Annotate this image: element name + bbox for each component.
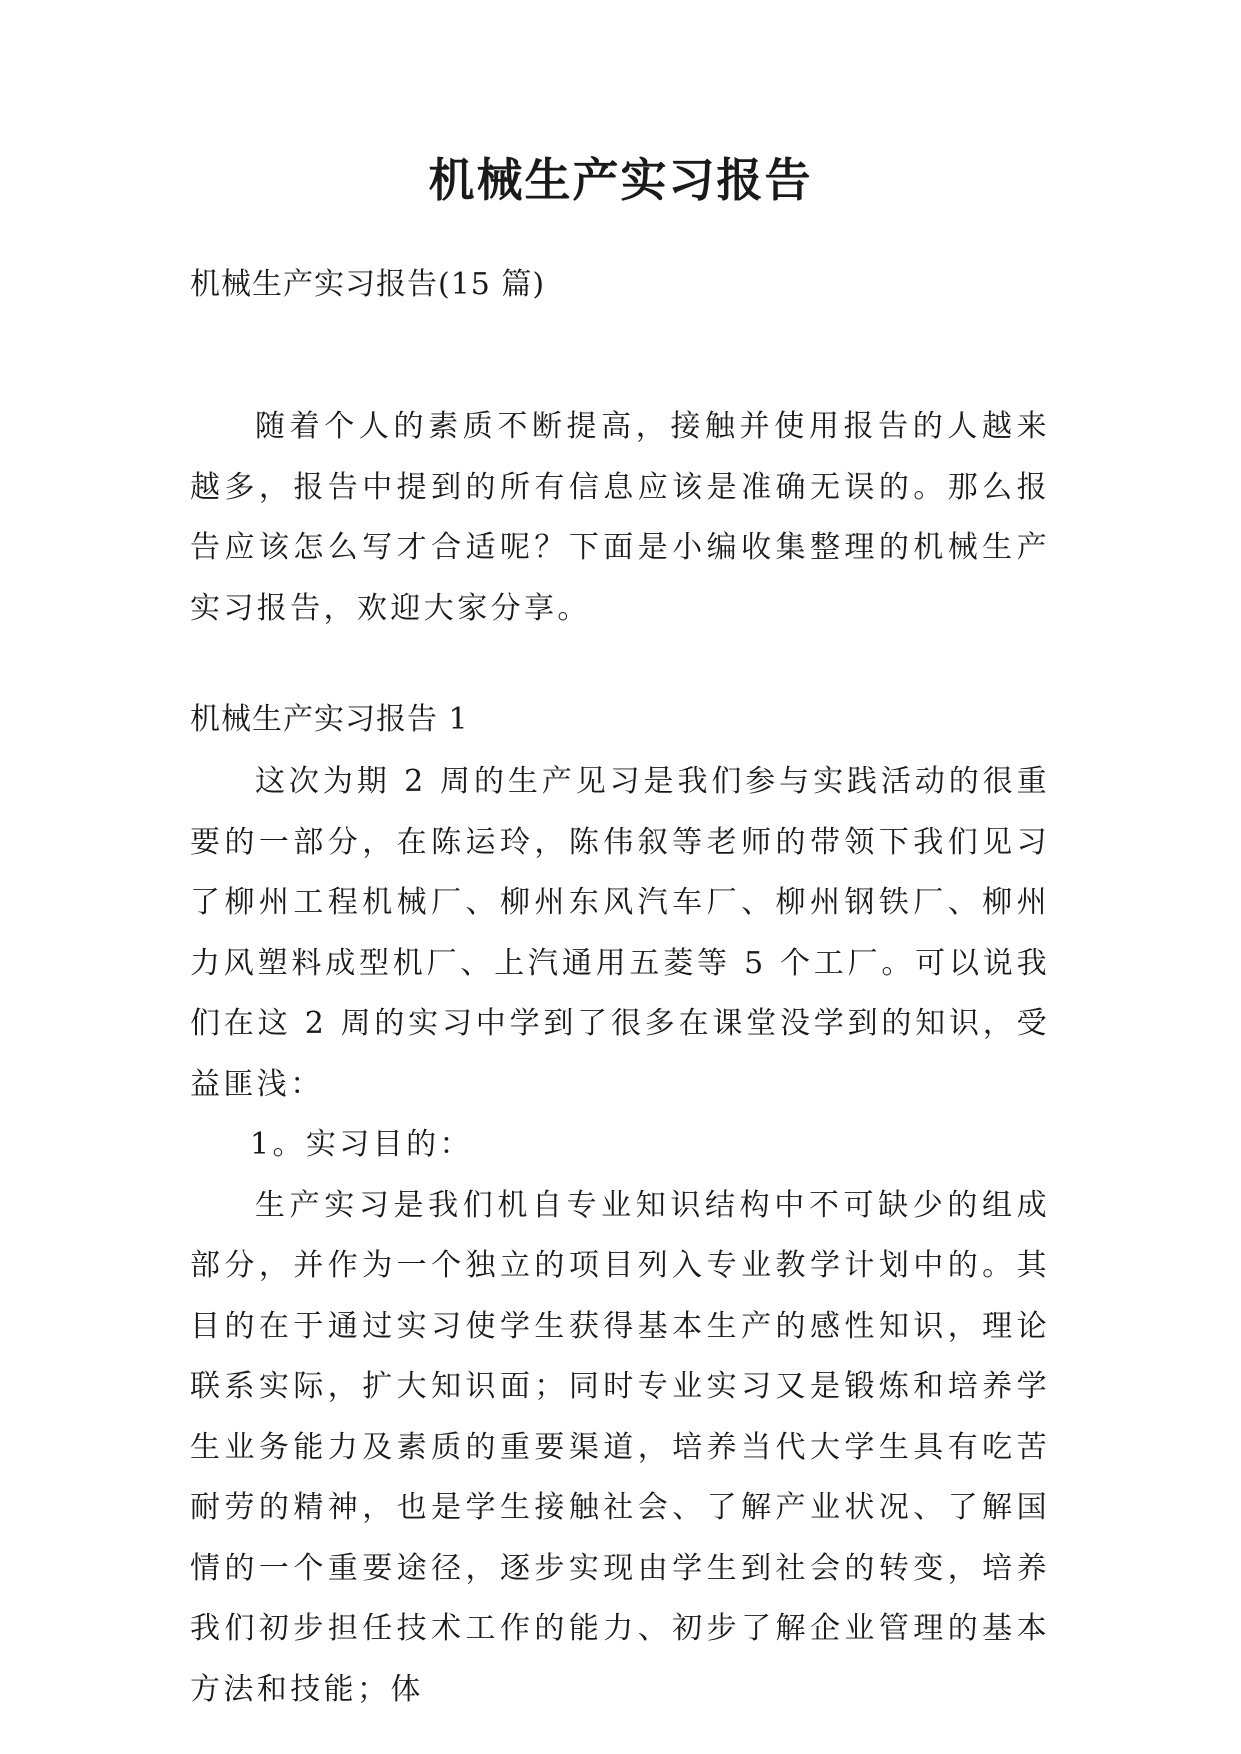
list-item-heading: 1。实习目的： (250, 1127, 473, 1162)
body-paragraph: 这次为期 2 周的生产见习是我们参与实践活动的很重要的一部分，在陈运玲，陈伟叙等老师的带领下我们见习了柳州工程机械厂、柳州东风汽车厂、柳州钢铁厂、柳州力风塑料成型机厂、上汽通用五菱等 5 个工厂。可以说我们在这 2 周的实习中学到了很多在课堂没学到的知识，受益匪浅： (190, 764, 1050, 1102)
document-subtitle: 机械生产实习报告(15 篇) (190, 267, 546, 302)
section-body (190, 752, 1050, 1720)
intro-paragraph: 随着个人的素质不断提高，接触并使用报告的人越来越多，报告中提到的所有信息应该是准确无误的。那么报告应该怎么写才合适呢？下面是小编收集整理的机械生产实习报告，欢迎大家分享。 (190, 409, 1050, 626)
document-title: 机械生产实习报告 (428, 153, 813, 207)
section-heading: 机械生产实习报告 1 (190, 702, 469, 737)
body-paragraph: 生产实习是我们机自专业知识结构中不可缺少的组成部分，并作为一个独立的项目列入专业教学计划中的。其目的在于通过实习使学生获得基本生产的感性知识，理论联系实际，扩大知识面；同时专业实习又是锻炼和培养学生业务能力及素质的重要渠道，培养当代大学生具有吃苦耐劳的精神，也是学生接触社会、了解产业状况、了解国情的一个重要途径，逐步实现由学生到社会的转变，培养我们初步担任技术工作的能力、初步了解企业管理的基本方法和技能；体 (190, 1187, 1050, 1707)
